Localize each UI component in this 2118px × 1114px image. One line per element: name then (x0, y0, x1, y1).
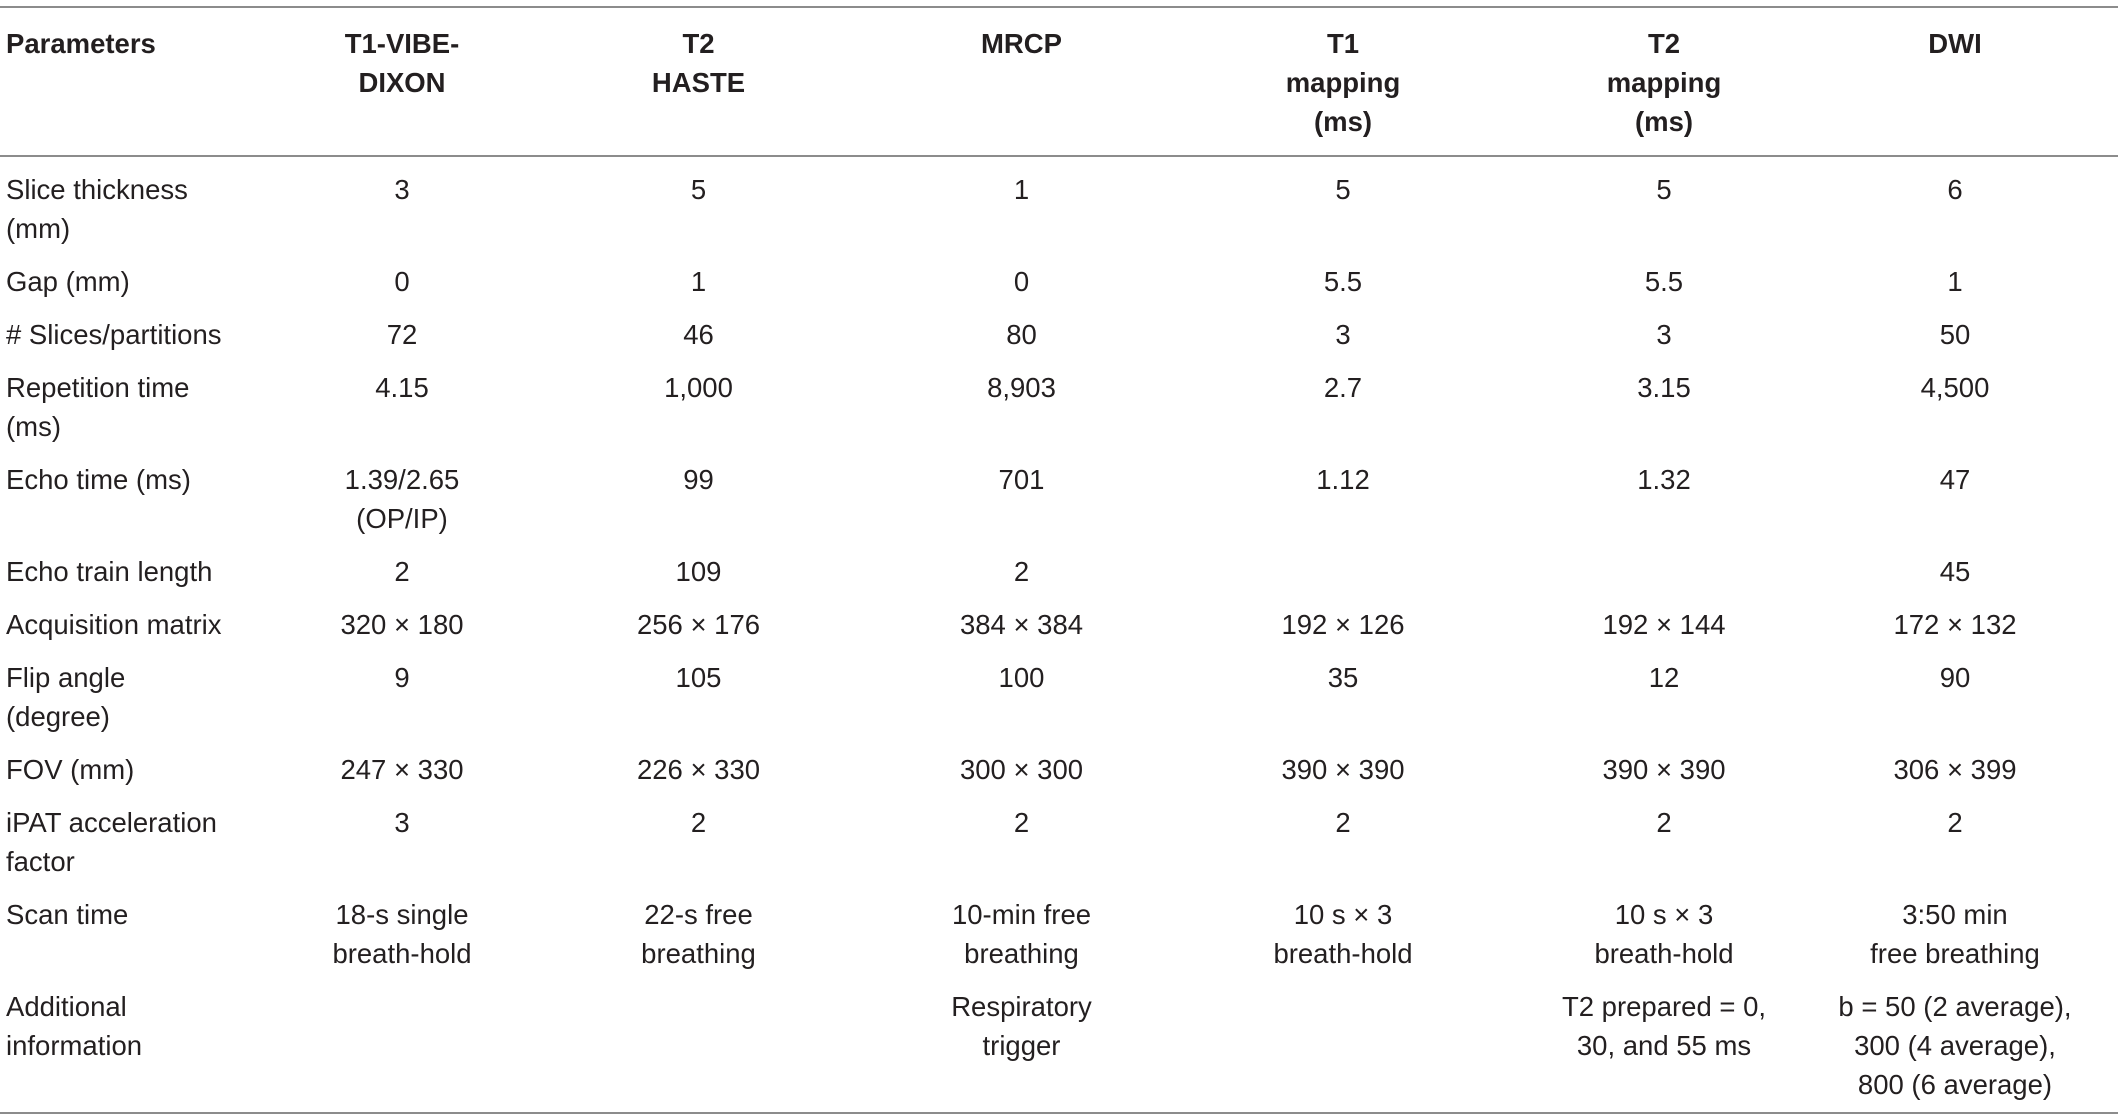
table-cell (300, 256, 504, 309)
row-parameter-name (0, 362, 300, 454)
table-cell (1150, 256, 1536, 309)
cell-value: 100 (998, 662, 1045, 693)
cell-value: 4,500 (1920, 372, 1990, 403)
table-cell (504, 889, 893, 981)
cell-value: 1,000 (664, 372, 733, 403)
cell-value: Respiratory trigger (951, 991, 1092, 1061)
cell-value: 1 (1947, 266, 1963, 297)
table-cell (1792, 797, 2118, 889)
cell-value: 5 (1656, 174, 1672, 205)
table-cell (300, 652, 504, 744)
cell-value: 99 (683, 464, 714, 495)
table-cell (504, 744, 893, 797)
cell-value: 10 s × 3 breath-hold (1273, 899, 1413, 969)
table-cell (1536, 744, 1792, 797)
cell-value: 10-min free breathing (951, 899, 1092, 969)
table-row (0, 797, 2118, 889)
table-cell (1536, 599, 1792, 652)
table-cell (300, 156, 504, 256)
header-t1-vibe-dixon: T1-VIBE- DIXON (344, 28, 460, 98)
cell-value: 300 × 300 (959, 754, 1084, 785)
table-cell (1150, 797, 1536, 889)
table-cell (504, 156, 893, 256)
cell-value: 384 × 384 (959, 609, 1084, 640)
table-cell (1792, 652, 2118, 744)
parameter-label: Echo train length (6, 556, 213, 587)
table-cell (1150, 981, 1536, 1113)
table-cell (893, 599, 1150, 652)
cell-value: 390 × 390 (1602, 754, 1726, 785)
cell-value: 1.32 (1637, 464, 1691, 495)
parameter-label: Slice thickness (mm) (6, 174, 188, 244)
row-parameter-name (0, 546, 300, 599)
cell-value: 5.5 (1644, 266, 1684, 297)
cell-value: 47 (1939, 464, 1971, 495)
header-row (0, 7, 2118, 156)
parameter-label: Additional information (6, 991, 143, 1061)
parameters-table-container (0, 6, 2118, 1114)
table-cell (893, 256, 1150, 309)
row-parameter-name (0, 981, 300, 1113)
table-cell (1536, 889, 1792, 981)
cell-value: 72 (386, 319, 418, 350)
cell-value: 2 (1656, 807, 1672, 838)
table-cell (300, 981, 504, 1113)
parameter-label: Flip angle (degree) (6, 662, 126, 732)
table-cell (893, 744, 1150, 797)
cell-value: b = 50 (2 average), 300 (4 average), 800 (6 average) (1838, 991, 2072, 1100)
cell-value: 80 (1006, 319, 1037, 350)
table-cell (300, 797, 504, 889)
cell-value: 2 (1013, 556, 1030, 587)
table-row (0, 309, 2118, 362)
row-parameter-name (0, 889, 300, 981)
header-t2-mapping: T2 mapping (ms) (1606, 28, 1722, 137)
table-row (0, 156, 2118, 256)
cell-value: 192 × 126 (1281, 609, 1405, 640)
table-cell (1150, 599, 1536, 652)
header-t1-mapping: T1 mapping (ms) (1285, 28, 1401, 137)
table-cell (300, 454, 504, 546)
table-cell (1536, 797, 1792, 889)
table-row (0, 744, 2118, 797)
table-cell (1536, 652, 1792, 744)
table-cell (504, 599, 893, 652)
table-cell (893, 546, 1150, 599)
table-cell (504, 797, 893, 889)
cell-value: 2 (690, 807, 707, 838)
cell-value: 8,903 (987, 372, 1056, 403)
parameter-label: Acquisition matrix (6, 609, 222, 640)
cell-value: 172 × 132 (1893, 609, 2017, 640)
parameter-label: # Slices/partitions (6, 319, 222, 350)
table-cell (1792, 156, 2118, 256)
table-cell (893, 156, 1150, 256)
row-parameter-name (0, 652, 300, 744)
cell-value: 320 × 180 (340, 609, 464, 640)
cell-value: 1.12 (1316, 464, 1370, 495)
cell-value: 701 (998, 464, 1045, 495)
table-row (0, 256, 2118, 309)
cell-value: 2.7 (1323, 372, 1363, 403)
table-cell (1536, 309, 1792, 362)
table-cell (1150, 889, 1536, 981)
table-row (0, 889, 2118, 981)
mri-parameters-table (0, 6, 2118, 1114)
cell-value: 12 (1648, 662, 1680, 693)
table-cell (1150, 362, 1536, 454)
table-cell (893, 362, 1150, 454)
table-cell (1792, 599, 2118, 652)
cell-value: 3 (394, 174, 410, 205)
table-row (0, 454, 2118, 546)
row-parameter-name (0, 156, 300, 256)
table-row (0, 981, 2118, 1113)
cell-value: 2 (394, 556, 410, 587)
row-parameter-name (0, 744, 300, 797)
table-cell (1536, 454, 1792, 546)
cell-value: 3 (1656, 319, 1672, 350)
cell-value: 6 (1947, 174, 1963, 205)
table-cell (893, 309, 1150, 362)
parameter-label: Repetition time (ms) (6, 372, 190, 442)
row-parameter-name (0, 797, 300, 889)
table-cell (300, 309, 504, 362)
table-cell (504, 454, 893, 546)
table-cell (1536, 981, 1792, 1113)
table-cell (504, 981, 893, 1113)
table-cell (1792, 256, 2118, 309)
table-cell (504, 546, 893, 599)
table-cell (504, 362, 893, 454)
table-cell (504, 309, 893, 362)
cell-value: 2 (1013, 807, 1030, 838)
parameter-label: Gap (mm) (6, 266, 130, 297)
table-cell (893, 652, 1150, 744)
table-cell (1536, 546, 1792, 599)
cell-value: 3 (394, 807, 410, 838)
parameter-label: iPAT acceleration factor (6, 807, 217, 877)
header-parameters: Parameters (6, 28, 156, 59)
cell-value: 2 (1947, 807, 1963, 838)
table-cell (300, 546, 504, 599)
cell-value: 3 (1335, 319, 1351, 350)
table-cell (1792, 981, 2118, 1113)
header-mrcp: MRCP (981, 28, 1062, 59)
cell-value: 35 (1327, 662, 1359, 693)
table-cell (504, 256, 893, 309)
cell-value: 90 (1939, 662, 1971, 693)
cell-value: 5 (690, 174, 707, 205)
row-parameter-name (0, 309, 300, 362)
cell-value: 256 × 176 (636, 609, 761, 640)
cell-value: 1 (690, 266, 707, 297)
cell-value: 247 × 330 (340, 754, 464, 785)
table-cell (1792, 454, 2118, 546)
table-cell (893, 889, 1150, 981)
table-cell (1150, 546, 1536, 599)
table-cell (1792, 889, 2118, 981)
cell-value: 10 s × 3 breath-hold (1594, 899, 1734, 969)
table-cell (1150, 309, 1536, 362)
cell-value: 390 × 390 (1281, 754, 1405, 785)
cell-value: 9 (394, 662, 410, 693)
cell-value: 109 (675, 556, 722, 587)
cell-value: 192 × 144 (1602, 609, 1726, 640)
cell-value: T2 prepared = 0, 30, and 55 ms (1561, 991, 1767, 1061)
table-cell (1150, 454, 1536, 546)
row-parameter-name (0, 454, 300, 546)
table-cell (1792, 546, 2118, 599)
table-cell (1150, 652, 1536, 744)
cell-value: 5.5 (1323, 266, 1363, 297)
cell-value: 105 (675, 662, 722, 693)
table-cell (300, 889, 504, 981)
cell-value: 1 (1013, 174, 1030, 205)
table-cell (893, 797, 1150, 889)
table-cell (504, 652, 893, 744)
row-parameter-name (0, 599, 300, 652)
table-cell (1536, 362, 1792, 454)
cell-value: 46 (683, 319, 714, 350)
table-row (0, 362, 2118, 454)
table-cell (1150, 744, 1536, 797)
cell-value: 45 (1939, 556, 1971, 587)
parameter-label: Scan time (6, 899, 129, 930)
table-cell (1792, 362, 2118, 454)
parameter-label: FOV (mm) (6, 754, 135, 785)
cell-value: 22-s free breathing (641, 899, 756, 969)
cell-value: 3.15 (1637, 372, 1691, 403)
table-cell (300, 362, 504, 454)
table-cell (1792, 744, 2118, 797)
table-cell (300, 599, 504, 652)
table-row (0, 599, 2118, 652)
cell-value: 4.15 (375, 372, 429, 403)
cell-value: 1.39/2.65 (OP/IP) (344, 464, 460, 534)
table-cell (1150, 156, 1536, 256)
header-dwi: DWI (1928, 28, 1982, 59)
cell-value: 50 (1939, 319, 1971, 350)
cell-value: 0 (1013, 266, 1030, 297)
cell-value: 226 × 330 (636, 754, 761, 785)
table-row (0, 652, 2118, 744)
cell-value: 306 × 399 (1893, 754, 2017, 785)
parameter-label: Echo time (ms) (6, 464, 191, 495)
header-t2-haste: T2 HASTE (651, 28, 746, 98)
cell-value: 0 (394, 266, 410, 297)
table-cell (300, 744, 504, 797)
row-parameter-name (0, 256, 300, 309)
table-cell (1536, 156, 1792, 256)
table-cell (893, 981, 1150, 1113)
table-row (0, 546, 2118, 599)
table-body (0, 156, 2118, 1113)
table-cell (1536, 256, 1792, 309)
cell-value: 18-s single breath-hold (332, 899, 472, 969)
table-cell (893, 454, 1150, 546)
table-cell (1792, 309, 2118, 362)
cell-value: 2 (1335, 807, 1351, 838)
cell-value: 3:50 min free breathing (1870, 899, 2040, 969)
cell-value: 5 (1335, 174, 1351, 205)
